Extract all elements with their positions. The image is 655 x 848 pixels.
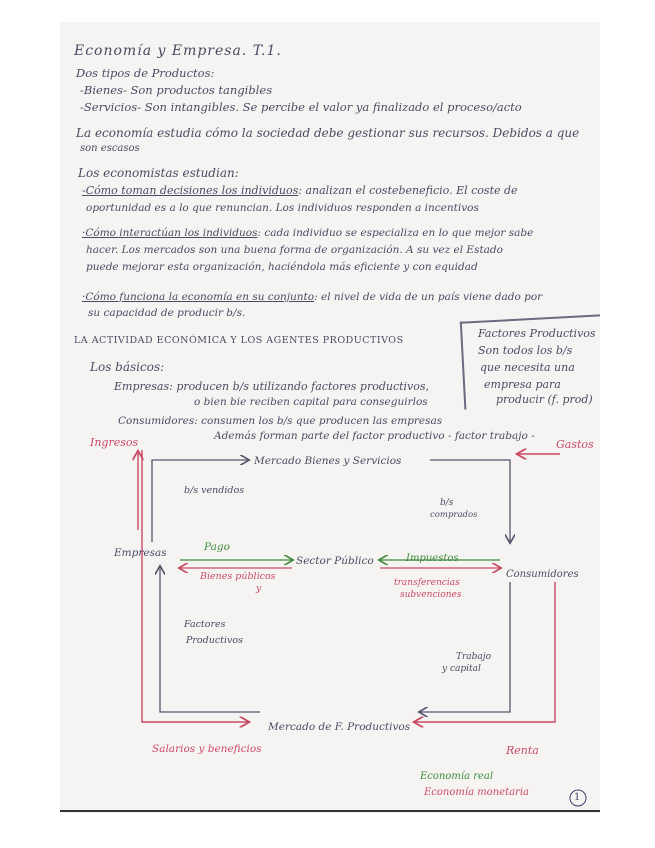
point-2-line-2: hacer. Los mercados son una buena forma de organización. A su vez el Estado bbox=[86, 244, 503, 256]
point-3-line-2: su capacidad de producir b/s. bbox=[88, 307, 246, 319]
mercado-fp-label: Mercado de F. Productivos bbox=[268, 721, 411, 733]
empresas-def-2: o bien bie reciben capital para conseguirlos bbox=[194, 396, 428, 408]
consumidores-def-2: Además forman parte del factor productivo - factor trabajo - bbox=[214, 430, 535, 442]
point-2-line-3: puede mejorar esta organización, haciéndola más eficiente y con equidad bbox=[86, 261, 478, 273]
bs-vendidos-label: b/s vendidos bbox=[184, 485, 245, 496]
factores-label-1: Factores bbox=[184, 619, 226, 630]
mercado-bs-label: Mercado Bienes y Servicios bbox=[254, 455, 402, 467]
bienes-publicos-label: Bienes públicos bbox=[200, 571, 276, 582]
trabajo-label-1: Trabajo bbox=[456, 652, 492, 662]
point-2-rest: : cada individuo se especializa en lo que mejor sabe bbox=[257, 227, 534, 239]
notebook-page bbox=[60, 22, 600, 813]
economia-monetaria-legend: Economía monetaria bbox=[424, 787, 529, 798]
box-line-4: empresa para bbox=[484, 378, 561, 391]
page-number: 1 bbox=[574, 792, 581, 803]
box-line-1: Factores Productivos bbox=[478, 327, 596, 340]
box-line-5: producir (f. prod) bbox=[496, 393, 593, 406]
intro-line-1: La economía estudia cómo la sociedad debe gestionar sus recursos. Debidos a que bbox=[76, 126, 580, 140]
bs-comprados-label-1: b/s bbox=[440, 498, 454, 508]
bienes-publicos-y: y bbox=[256, 583, 262, 594]
subvenciones-label: subvenciones bbox=[400, 590, 462, 600]
box-line-3: que necesita una bbox=[480, 361, 575, 374]
sector-publico-node: Sector Público bbox=[296, 555, 374, 567]
point-1-rest: : analizan el costebeneficio. El coste de bbox=[298, 184, 518, 197]
point-1-line-2: oportunidad es a lo que renuncian. Los individuos responden a incentivos bbox=[86, 202, 479, 214]
gastos-label: Gastos bbox=[556, 438, 594, 451]
actividad-heading: LA ACTIVIDAD ECONÓMICA Y LOS AGENTES PRODUCTIVOS bbox=[74, 335, 404, 346]
point-3-underlined: ·Cómo funciona la economía en su conjunto bbox=[82, 291, 315, 303]
empresas-def: Empresas: producen b/s utilizando factores productivos, bbox=[114, 380, 430, 393]
transferencias-label: transferencias bbox=[394, 578, 460, 588]
circular-flow-diagram bbox=[60, 22, 600, 813]
pago-label: Pago bbox=[204, 541, 230, 553]
point-3-rest: : el nivel de vida de un país viene dado por bbox=[314, 291, 543, 303]
salarios-label: Salarios y beneficios bbox=[152, 743, 262, 755]
trabajo-label-2: y capital bbox=[442, 664, 481, 674]
bienes-line: -Bienes- Son productos tangibles bbox=[80, 83, 273, 97]
point-2-underlined: ·Cómo interactúan los individuos bbox=[82, 227, 258, 239]
subtitle: Dos tipos de Productos: bbox=[76, 66, 215, 80]
servicios-line: -Servicios- Son intangibles. Se percibe el valor ya finalizado el proceso/acto bbox=[80, 100, 522, 114]
consumidores-node: Consumidores bbox=[506, 569, 579, 580]
impuestos-label: Impuestos bbox=[406, 553, 459, 564]
consumidores-def: Consumidores: consumen los b/s que producen las empresas bbox=[118, 415, 443, 427]
bs-comprados-label-2: comprados bbox=[430, 510, 478, 520]
renta-label: Renta bbox=[506, 744, 539, 757]
empresas-node: Empresas bbox=[114, 547, 167, 559]
factores-label-2: Productivos bbox=[186, 635, 243, 646]
estudian-heading: Los economistas estudian: bbox=[78, 166, 239, 180]
point-1-underlined: -Cómo toman decisiones los individuos bbox=[82, 184, 299, 197]
bs-vendidos-arrow bbox=[152, 460, 248, 542]
intro-line-2: son escasos bbox=[80, 143, 140, 154]
page-title: Economía y Empresa. T.1. bbox=[74, 43, 282, 59]
ingresos-label: Ingresos bbox=[90, 436, 139, 449]
basicos-label: Los básicos: bbox=[90, 360, 165, 374]
box-line-2: Son todos los b/s bbox=[478, 344, 573, 357]
economia-real-legend: Economía real bbox=[420, 771, 494, 782]
